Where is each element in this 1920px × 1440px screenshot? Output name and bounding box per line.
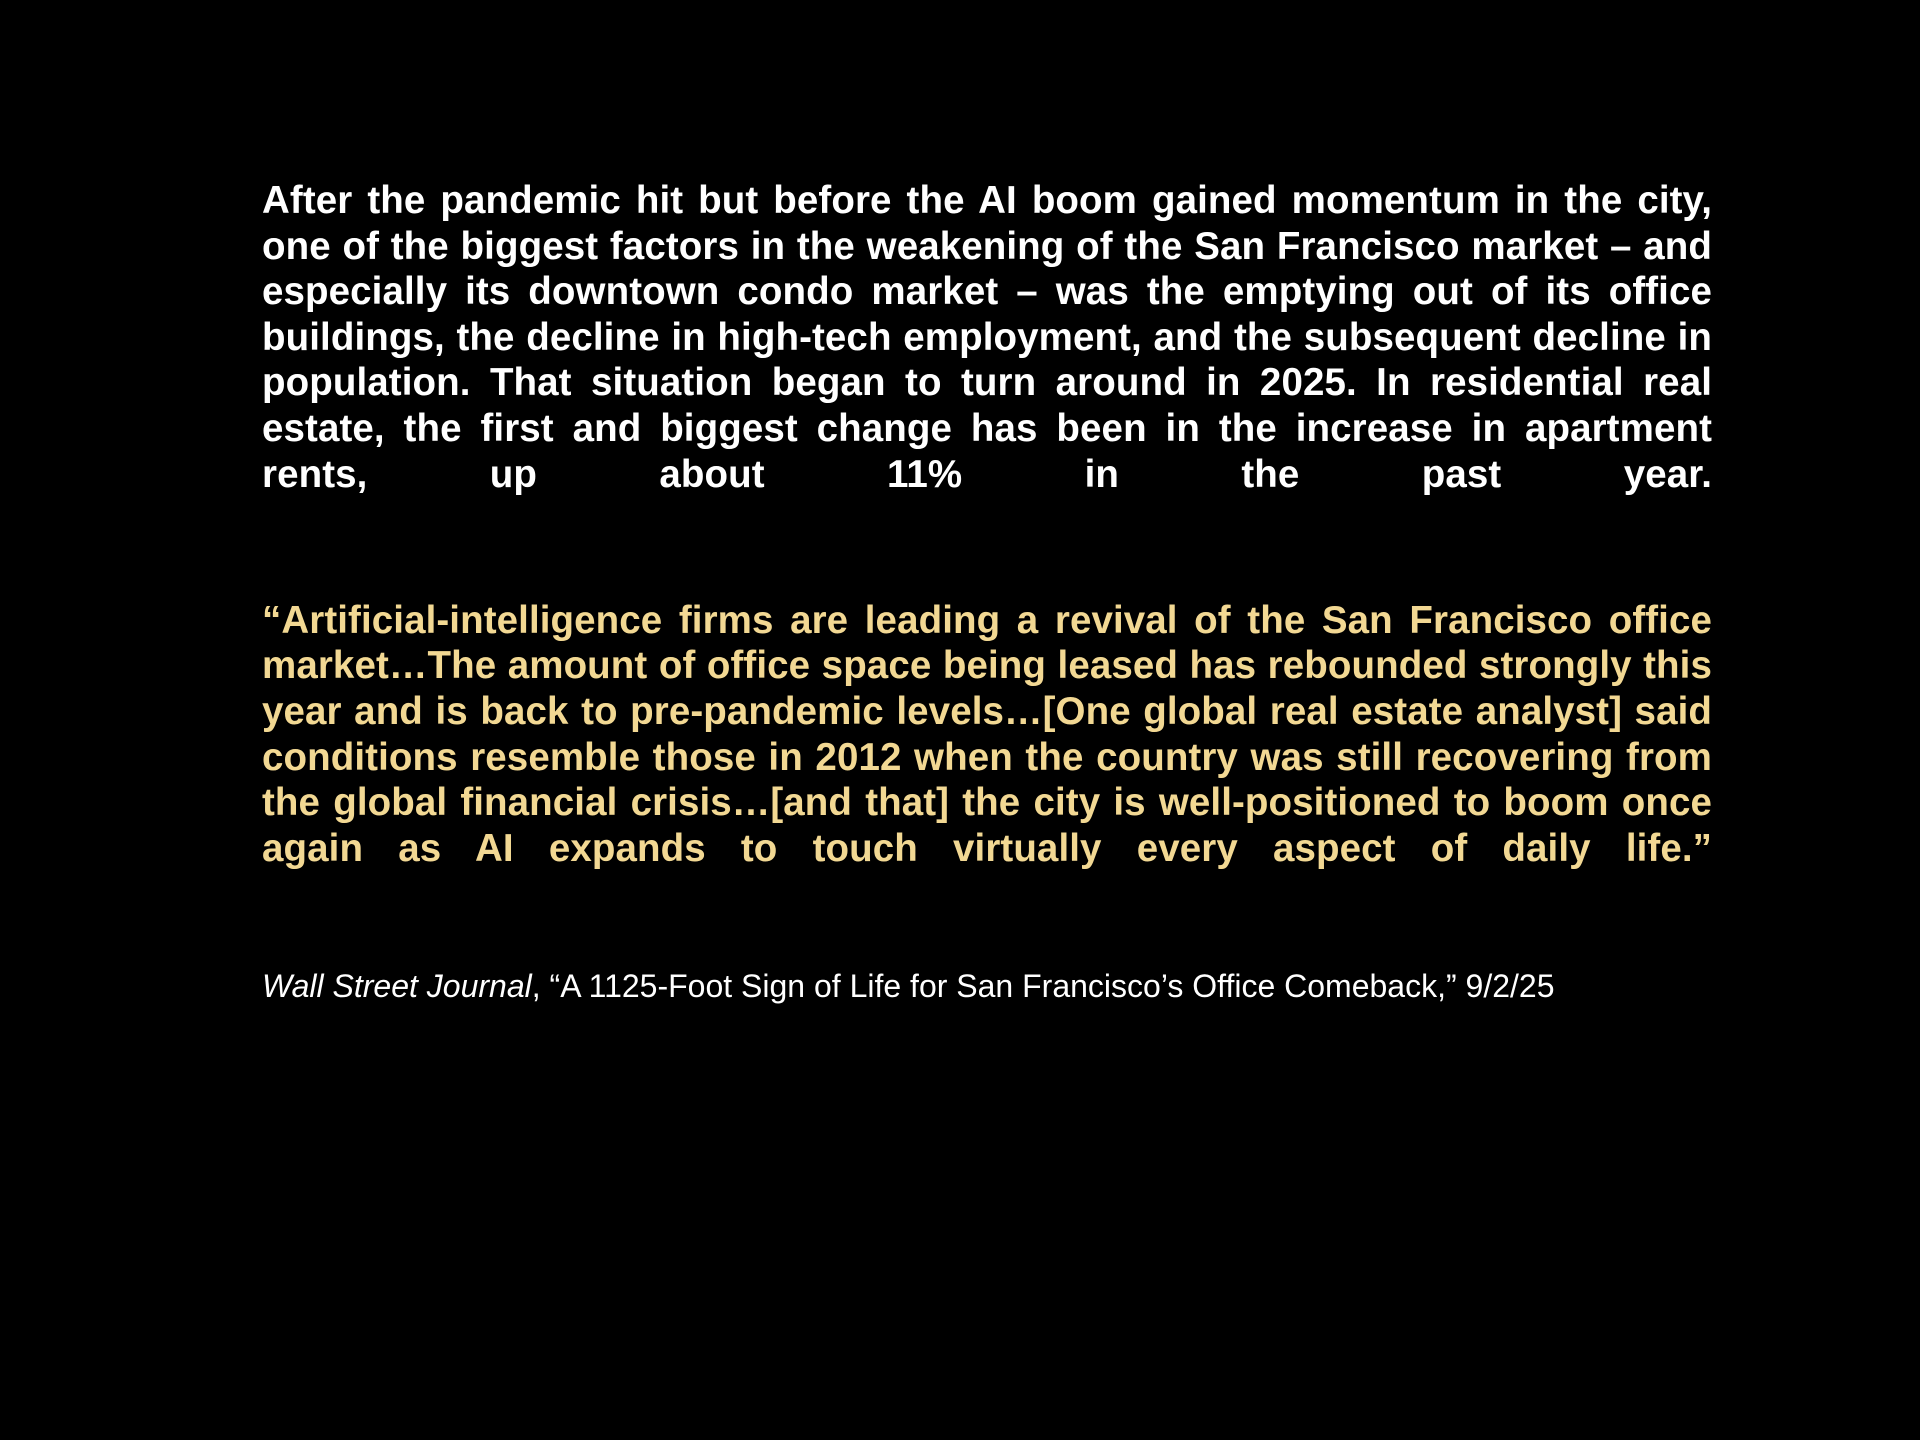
source-article: , “A 1125-Foot Sign of Life for San Francisco’s Office Comeback,” 9/2/25 <box>531 968 1555 1005</box>
body-paragraph: After the pandemic hit but before the AI boom gained momentum in the city, one of the biggest factors in the weakening of the San Francisco market – and especially its downtown condo market – was the emptying out of its office buildings, the decline in high-tech employment, and the subsequent decline in population. That situation began to turn around in 2025. In residential real estate, the first and biggest change has been in the increase in apartment rents, up about 11% in the past year. <box>262 179 1712 496</box>
pull-quote: “Artificial-intelligence firms are leading a revival of the San Francisco office market…The amount of office space being leased has rebounded strongly this year and is back to pre-pandemic levels…[One global real estate analyst] said conditions resemble those in 2012 when the country was still recovering from the global financial crisis…[and that] the city is well-positioned to boom once again as AI expands to touch virtually every aspect of daily life.” <box>262 598 1712 870</box>
source-publication: Wall Street Journal <box>262 968 532 1005</box>
quote-source-spacer <box>262 917 1712 967</box>
slide-content <box>262 178 1712 1006</box>
source-citation <box>262 967 1712 1005</box>
paragraph-spacer <box>262 543 1712 598</box>
